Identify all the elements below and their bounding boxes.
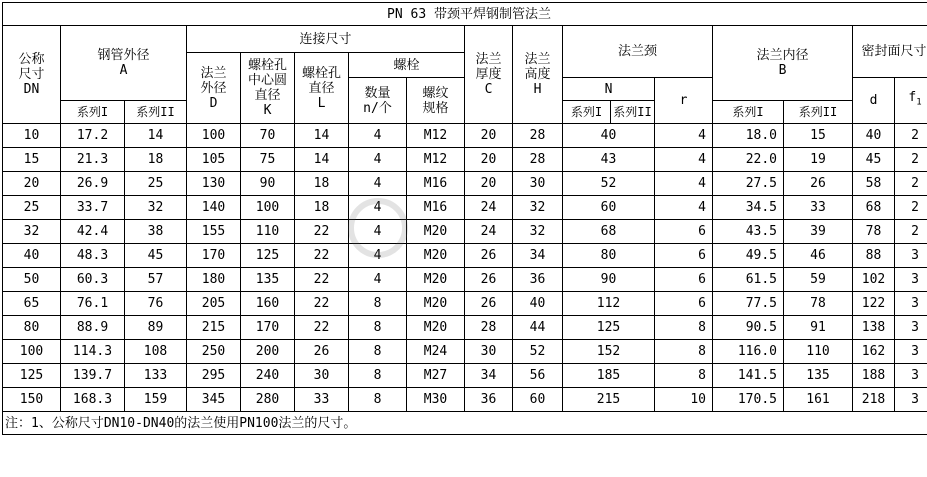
cell-pipe-od-series2: 89 [125, 316, 187, 340]
header-bolt: 螺栓 [349, 53, 465, 78]
table-row [3, 364, 927, 388]
cell-bolt-qty: 8 [349, 292, 407, 316]
cell-bolt-spec: M30 [407, 388, 465, 412]
header-bolt-circle: 螺栓孔 中心圆 直径 K [241, 53, 295, 124]
cell-neck-r: 8 [655, 316, 713, 340]
cell-flange-od: 205 [187, 292, 241, 316]
cell-bolt-hole: 18 [295, 196, 349, 220]
table-note: 注：1、公称尺寸DN10-DN40的法兰使用PN100法兰的尺寸。 [3, 412, 927, 435]
cell-flange-od: 155 [187, 220, 241, 244]
cell-pipe-od-series1: 114.3 [61, 340, 125, 364]
cell-neck-r: 8 [655, 364, 713, 388]
table-row [3, 148, 927, 172]
cell-seal-d: 58 [853, 172, 895, 196]
cell-neck-r: 10 [655, 388, 713, 412]
cell-thickness: 20 [465, 172, 513, 196]
cell-neck-r: 6 [655, 244, 713, 268]
cell-seal-f1: 2 [895, 220, 927, 244]
cell-pipe-od-series1: 26.9 [61, 172, 125, 196]
cell-dn: 100 [3, 340, 61, 364]
cell-dn: 125 [3, 364, 61, 388]
cell-flange-od: 170 [187, 244, 241, 268]
cell-pipe-od-series2: 108 [125, 340, 187, 364]
cell-bolt-qty: 8 [349, 364, 407, 388]
cell-thickness: 30 [465, 340, 513, 364]
cell-dn: 50 [3, 268, 61, 292]
cell-neck-r: 6 [655, 220, 713, 244]
cell-bolt-circle: 170 [241, 316, 295, 340]
header-pipe-series1: 系列I [61, 101, 125, 124]
cell-bolt-hole: 22 [295, 220, 349, 244]
cell-neck-n: 215 [563, 388, 655, 412]
cell-height: 52 [513, 340, 563, 364]
cell-seal-d: 88 [853, 244, 895, 268]
cell-neck-r: 4 [655, 124, 713, 148]
cell-thickness: 26 [465, 268, 513, 292]
cell-height: 44 [513, 316, 563, 340]
cell-pipe-od-series2: 25 [125, 172, 187, 196]
cell-thickness: 24 [465, 220, 513, 244]
cell-bolt-spec: M12 [407, 148, 465, 172]
header-bore-series1: 系列I [713, 101, 784, 124]
table-row [3, 292, 927, 316]
cell-bore-series1: 77.5 [713, 292, 784, 316]
cell-seal-d: 218 [853, 388, 895, 412]
cell-flange-od: 345 [187, 388, 241, 412]
cell-thickness: 26 [465, 292, 513, 316]
cell-bore-series2: 33 [784, 196, 853, 220]
cell-neck-n: 185 [563, 364, 655, 388]
cell-dn: 15 [3, 148, 61, 172]
cell-neck-r: 6 [655, 268, 713, 292]
cell-bolt-hole: 22 [295, 292, 349, 316]
cell-dn: 80 [3, 316, 61, 340]
cell-bolt-circle: 135 [241, 268, 295, 292]
cell-height: 36 [513, 268, 563, 292]
cell-seal-d: 68 [853, 196, 895, 220]
table-row [3, 244, 927, 268]
cell-thickness: 26 [465, 244, 513, 268]
cell-bolt-circle: 280 [241, 388, 295, 412]
cell-neck-r: 6 [655, 292, 713, 316]
cell-dn: 20 [3, 172, 61, 196]
cell-seal-f1: 3 [895, 364, 927, 388]
cell-bolt-spec: M16 [407, 172, 465, 196]
cell-flange-od: 130 [187, 172, 241, 196]
cell-pipe-od-series2: 32 [125, 196, 187, 220]
cell-bolt-circle: 90 [241, 172, 295, 196]
cell-dn: 32 [3, 220, 61, 244]
cell-dn: 25 [3, 196, 61, 220]
cell-bore-series2: 39 [784, 220, 853, 244]
cell-bolt-spec: M20 [407, 244, 465, 268]
cell-bolt-circle: 100 [241, 196, 295, 220]
cell-bolt-spec: M12 [407, 124, 465, 148]
cell-seal-d: 188 [853, 364, 895, 388]
cell-bolt-hole: 22 [295, 244, 349, 268]
cell-pipe-od-series1: 60.3 [61, 268, 125, 292]
cell-dn: 65 [3, 292, 61, 316]
header-bore-series2: 系列II [784, 101, 853, 124]
cell-neck-n: 125 [563, 316, 655, 340]
cell-thickness: 36 [465, 388, 513, 412]
cell-bolt-qty: 8 [349, 388, 407, 412]
cell-bolt-qty: 8 [349, 340, 407, 364]
cell-bore-series1: 90.5 [713, 316, 784, 340]
header-neck-n: N [563, 78, 655, 101]
table-row [3, 316, 927, 340]
cell-bore-series1: 18.0 [713, 124, 784, 148]
cell-bolt-hole: 22 [295, 316, 349, 340]
cell-pipe-od-series1: 88.9 [61, 316, 125, 340]
cell-bolt-hole: 14 [295, 124, 349, 148]
cell-seal-f1: 3 [895, 388, 927, 412]
table-row [3, 388, 927, 412]
cell-height: 28 [513, 148, 563, 172]
header-thickness: 法兰 厚度 C [465, 26, 513, 124]
cell-pipe-od-series1: 21.3 [61, 148, 125, 172]
cell-bolt-circle: 200 [241, 340, 295, 364]
header-neck-series2: 系列II [611, 101, 655, 124]
cell-pipe-od-series2: 45 [125, 244, 187, 268]
cell-pipe-od-series2: 18 [125, 148, 187, 172]
cell-seal-d: 102 [853, 268, 895, 292]
cell-height: 30 [513, 172, 563, 196]
cell-seal-f1: 3 [895, 340, 927, 364]
cell-neck-r: 8 [655, 340, 713, 364]
cell-bore-series2: 78 [784, 292, 853, 316]
cell-flange-od: 295 [187, 364, 241, 388]
cell-bolt-qty: 4 [349, 244, 407, 268]
cell-bolt-qty: 4 [349, 124, 407, 148]
cell-bolt-hole: 22 [295, 268, 349, 292]
cell-bore-series1: 141.5 [713, 364, 784, 388]
cell-bolt-circle: 75 [241, 148, 295, 172]
header-flange-od: 法兰 外径 D [187, 53, 241, 124]
cell-thickness: 24 [465, 196, 513, 220]
cell-neck-n: 152 [563, 340, 655, 364]
cell-pipe-od-series2: 57 [125, 268, 187, 292]
cell-flange-od: 100 [187, 124, 241, 148]
cell-pipe-od-series2: 14 [125, 124, 187, 148]
cell-seal-d: 162 [853, 340, 895, 364]
cell-pipe-od-series1: 17.2 [61, 124, 125, 148]
cell-bolt-qty: 8 [349, 316, 407, 340]
cell-bolt-spec: M20 [407, 316, 465, 340]
cell-bolt-hole: 14 [295, 148, 349, 172]
cell-bore-series2: 91 [784, 316, 853, 340]
cell-bore-series1: 22.0 [713, 148, 784, 172]
cell-pipe-od-series1: 48.3 [61, 244, 125, 268]
cell-bolt-circle: 160 [241, 292, 295, 316]
cell-neck-n: 90 [563, 268, 655, 292]
flange-table-container [2, 2, 927, 435]
header-neck-r: r [655, 78, 713, 124]
cell-neck-n: 40 [563, 124, 655, 148]
cell-seal-f1: 2 [895, 172, 927, 196]
cell-bore-series2: 26 [784, 172, 853, 196]
cell-height: 40 [513, 292, 563, 316]
cell-seal-d: 78 [853, 220, 895, 244]
cell-seal-f1: 3 [895, 316, 927, 340]
header-neck-series1: 系列I [563, 101, 611, 124]
cell-bore-series1: 170.5 [713, 388, 784, 412]
cell-pipe-od-series1: 76.1 [61, 292, 125, 316]
header-pipe-od: 钢管外径 A [61, 26, 187, 101]
cell-seal-f1: 3 [895, 244, 927, 268]
header-height: 法兰 高度 H [513, 26, 563, 124]
cell-dn: 40 [3, 244, 61, 268]
cell-seal-f1: 2 [895, 148, 927, 172]
header-pipe-series2: 系列II [125, 101, 187, 124]
header-connection: 连接尺寸 [187, 26, 465, 53]
cell-seal-f1: 3 [895, 268, 927, 292]
cell-neck-n: 60 [563, 196, 655, 220]
cell-bolt-spec: M20 [407, 292, 465, 316]
cell-bolt-spec: M16 [407, 196, 465, 220]
header-neck: 法兰颈 [563, 26, 713, 78]
cell-bolt-qty: 4 [349, 148, 407, 172]
cell-bolt-hole: 18 [295, 172, 349, 196]
cell-seal-f1: 2 [895, 124, 927, 148]
cell-height: 34 [513, 244, 563, 268]
cell-bolt-circle: 125 [241, 244, 295, 268]
cell-bolt-spec: M20 [407, 268, 465, 292]
table-row [3, 172, 927, 196]
cell-bolt-qty: 4 [349, 268, 407, 292]
cell-height: 56 [513, 364, 563, 388]
cell-neck-n: 43 [563, 148, 655, 172]
cell-pipe-od-series1: 42.4 [61, 220, 125, 244]
cell-flange-od: 105 [187, 148, 241, 172]
cell-height: 60 [513, 388, 563, 412]
cell-seal-d: 138 [853, 316, 895, 340]
cell-neck-n: 52 [563, 172, 655, 196]
cell-bore-series2: 15 [784, 124, 853, 148]
table-body [3, 124, 927, 412]
cell-height: 28 [513, 124, 563, 148]
cell-bolt-qty: 4 [349, 220, 407, 244]
cell-bolt-hole: 30 [295, 364, 349, 388]
cell-neck-r: 4 [655, 148, 713, 172]
cell-flange-od: 215 [187, 316, 241, 340]
cell-seal-f1: 2 [895, 196, 927, 220]
cell-neck-n: 80 [563, 244, 655, 268]
cell-bore-series1: 27.5 [713, 172, 784, 196]
header-bore: 法兰内径 B [713, 26, 853, 101]
cell-bore-series1: 116.0 [713, 340, 784, 364]
cell-bolt-hole: 33 [295, 388, 349, 412]
table-title: PN 63 带颈平焊钢制管法兰 [3, 3, 927, 26]
cell-bolt-hole: 26 [295, 340, 349, 364]
table-row [3, 220, 927, 244]
table-row [3, 340, 927, 364]
header-seal-f1: $f_1$ [895, 78, 927, 124]
header-seal-d: d [853, 78, 895, 124]
table-row [3, 196, 927, 220]
cell-pipe-od-series1: 33.7 [61, 196, 125, 220]
header-bolt-hole: 螺栓孔 直径 L [295, 53, 349, 124]
cell-thickness: 34 [465, 364, 513, 388]
cell-bore-series1: 61.5 [713, 268, 784, 292]
cell-bolt-circle: 240 [241, 364, 295, 388]
cell-bore-series2: 161 [784, 388, 853, 412]
cell-seal-d: 45 [853, 148, 895, 172]
header-dn: 公称 尺寸 DN [3, 26, 61, 124]
cell-bolt-circle: 70 [241, 124, 295, 148]
cell-bolt-spec: M20 [407, 220, 465, 244]
cell-thickness: 20 [465, 148, 513, 172]
cell-bore-series1: 43.5 [713, 220, 784, 244]
cell-seal-d: 40 [853, 124, 895, 148]
cell-height: 32 [513, 220, 563, 244]
cell-dn: 150 [3, 388, 61, 412]
header-seal: 密封面尺寸 [853, 26, 927, 78]
cell-bore-series1: 34.5 [713, 196, 784, 220]
cell-height: 32 [513, 196, 563, 220]
cell-pipe-od-series2: 159 [125, 388, 187, 412]
cell-pipe-od-series1: 168.3 [61, 388, 125, 412]
cell-pipe-od-series2: 38 [125, 220, 187, 244]
cell-bolt-qty: 4 [349, 196, 407, 220]
cell-bore-series1: 49.5 [713, 244, 784, 268]
cell-neck-r: 4 [655, 196, 713, 220]
cell-neck-n: 112 [563, 292, 655, 316]
cell-neck-n: 68 [563, 220, 655, 244]
cell-pipe-od-series1: 139.7 [61, 364, 125, 388]
header-bolt-spec: 螺纹 规格 [407, 78, 465, 124]
cell-bolt-spec: M24 [407, 340, 465, 364]
cell-bore-series2: 59 [784, 268, 853, 292]
cell-pipe-od-series2: 76 [125, 292, 187, 316]
cell-dn: 10 [3, 124, 61, 148]
cell-seal-f1: 3 [895, 292, 927, 316]
cell-seal-d: 122 [853, 292, 895, 316]
cell-bolt-circle: 110 [241, 220, 295, 244]
cell-bolt-spec: M27 [407, 364, 465, 388]
table-row [3, 124, 927, 148]
cell-neck-r: 4 [655, 172, 713, 196]
cell-flange-od: 250 [187, 340, 241, 364]
cell-bore-series2: 135 [784, 364, 853, 388]
cell-thickness: 28 [465, 316, 513, 340]
header-bolt-qty: 数量 n/个 [349, 78, 407, 124]
cell-bore-series2: 110 [784, 340, 853, 364]
cell-bolt-qty: 4 [349, 172, 407, 196]
cell-bore-series2: 46 [784, 244, 853, 268]
flange-spec-table [2, 2, 927, 435]
table-row [3, 268, 927, 292]
cell-thickness: 20 [465, 124, 513, 148]
cell-bore-series2: 19 [784, 148, 853, 172]
cell-flange-od: 140 [187, 196, 241, 220]
cell-pipe-od-series2: 133 [125, 364, 187, 388]
cell-flange-od: 180 [187, 268, 241, 292]
